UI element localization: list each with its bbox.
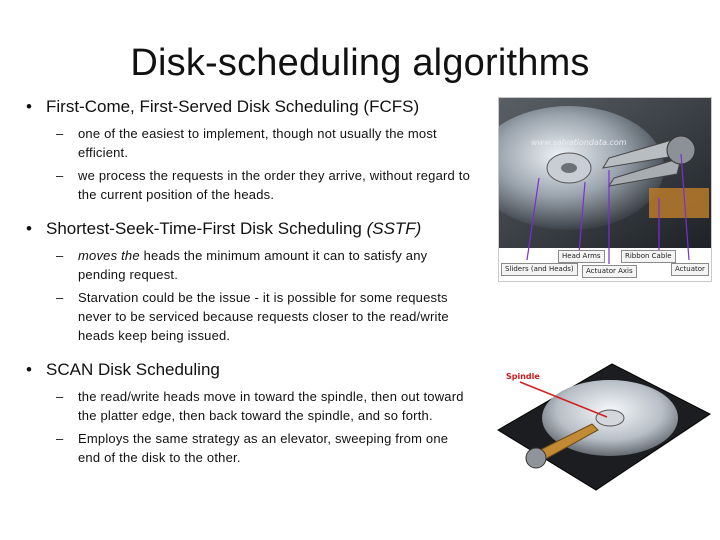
hard-drive-internals-photo — [498, 97, 712, 282]
bullet-sstf-lead: Shortest-Seek-Time-First Disk Scheduling — [46, 219, 367, 238]
sub-point — [22, 387, 472, 425]
slide-content — [22, 96, 472, 481]
label-sliders: Sliders (and Heads) — [501, 263, 578, 276]
bullet-icon: • — [26, 360, 32, 379]
sub-point — [22, 246, 472, 284]
sub-point-text: one of the easiest to implement, though not usually the most efficient. — [78, 126, 437, 160]
label-actuator: Actuator — [671, 263, 709, 276]
sub-point — [22, 124, 472, 162]
bullet-fcfs-abbr: FCFS — [369, 97, 414, 116]
fcfs-subpoints — [22, 124, 472, 204]
sub-point-text: Employs the same strategy as an elevator, sweeping from one end of the disk to the other. — [78, 431, 449, 465]
dash-icon: – — [56, 431, 64, 446]
label-ribbon-cable: Ribbon Cable — [621, 250, 676, 263]
scan-subpoints — [22, 387, 472, 467]
sub-point-text: the read/write heads move in toward the spindle, then out toward the platter edge, then back toward the spindle, and so forth. — [78, 389, 464, 423]
bullet-fcfs-lead: First-Come, First-Served Disk Scheduling ( — [46, 97, 370, 116]
bullet-icon: • — [26, 97, 32, 116]
sub-point — [22, 166, 472, 204]
bullet-fcfs-tail: ) — [413, 97, 420, 116]
hard-drive-internals-illustration — [499, 98, 711, 281]
sub-point-text: Starvation could be the issue - it is possible for some requests never to be serviced because requests closer to the read/write heads keep being issued. — [78, 290, 449, 343]
bullet-sstf-abbr: (SSTF) — [366, 219, 422, 238]
sub-point-text: we process the requests in the order they arrive, without regard to the current position of the heads. — [78, 168, 471, 202]
slide-title: Disk-scheduling algorithms — [130, 42, 590, 84]
dash-icon: – — [56, 248, 64, 263]
sub-point — [22, 429, 472, 467]
label-actuator-axis: Actuator Axis — [582, 265, 637, 278]
sub-point — [22, 288, 472, 345]
bullet-sstf — [22, 218, 472, 240]
label-head-arms: Head Arms — [558, 250, 605, 263]
dash-icon: – — [56, 290, 64, 305]
bullet-scan-lead: SCAN Disk Scheduling — [46, 360, 220, 379]
bullet-fcfs — [22, 96, 472, 118]
bullet-icon: • — [26, 219, 32, 238]
dash-icon: – — [56, 168, 64, 183]
dash-icon: – — [56, 389, 64, 404]
sub-point-emphasis: moves the — [78, 248, 140, 263]
watermark-text: www.salvationdata.com — [531, 138, 627, 147]
hard-drive-spindle-illustration — [492, 362, 714, 494]
dash-icon: – — [56, 126, 64, 141]
sub-point-text: heads the minimum amount it can to satisfy any pending request. — [78, 248, 428, 282]
sstf-subpoints — [22, 246, 472, 345]
bullet-scan — [22, 359, 472, 381]
label-spindle: Spindle — [506, 372, 540, 381]
hard-drive-spindle-photo — [492, 362, 714, 494]
